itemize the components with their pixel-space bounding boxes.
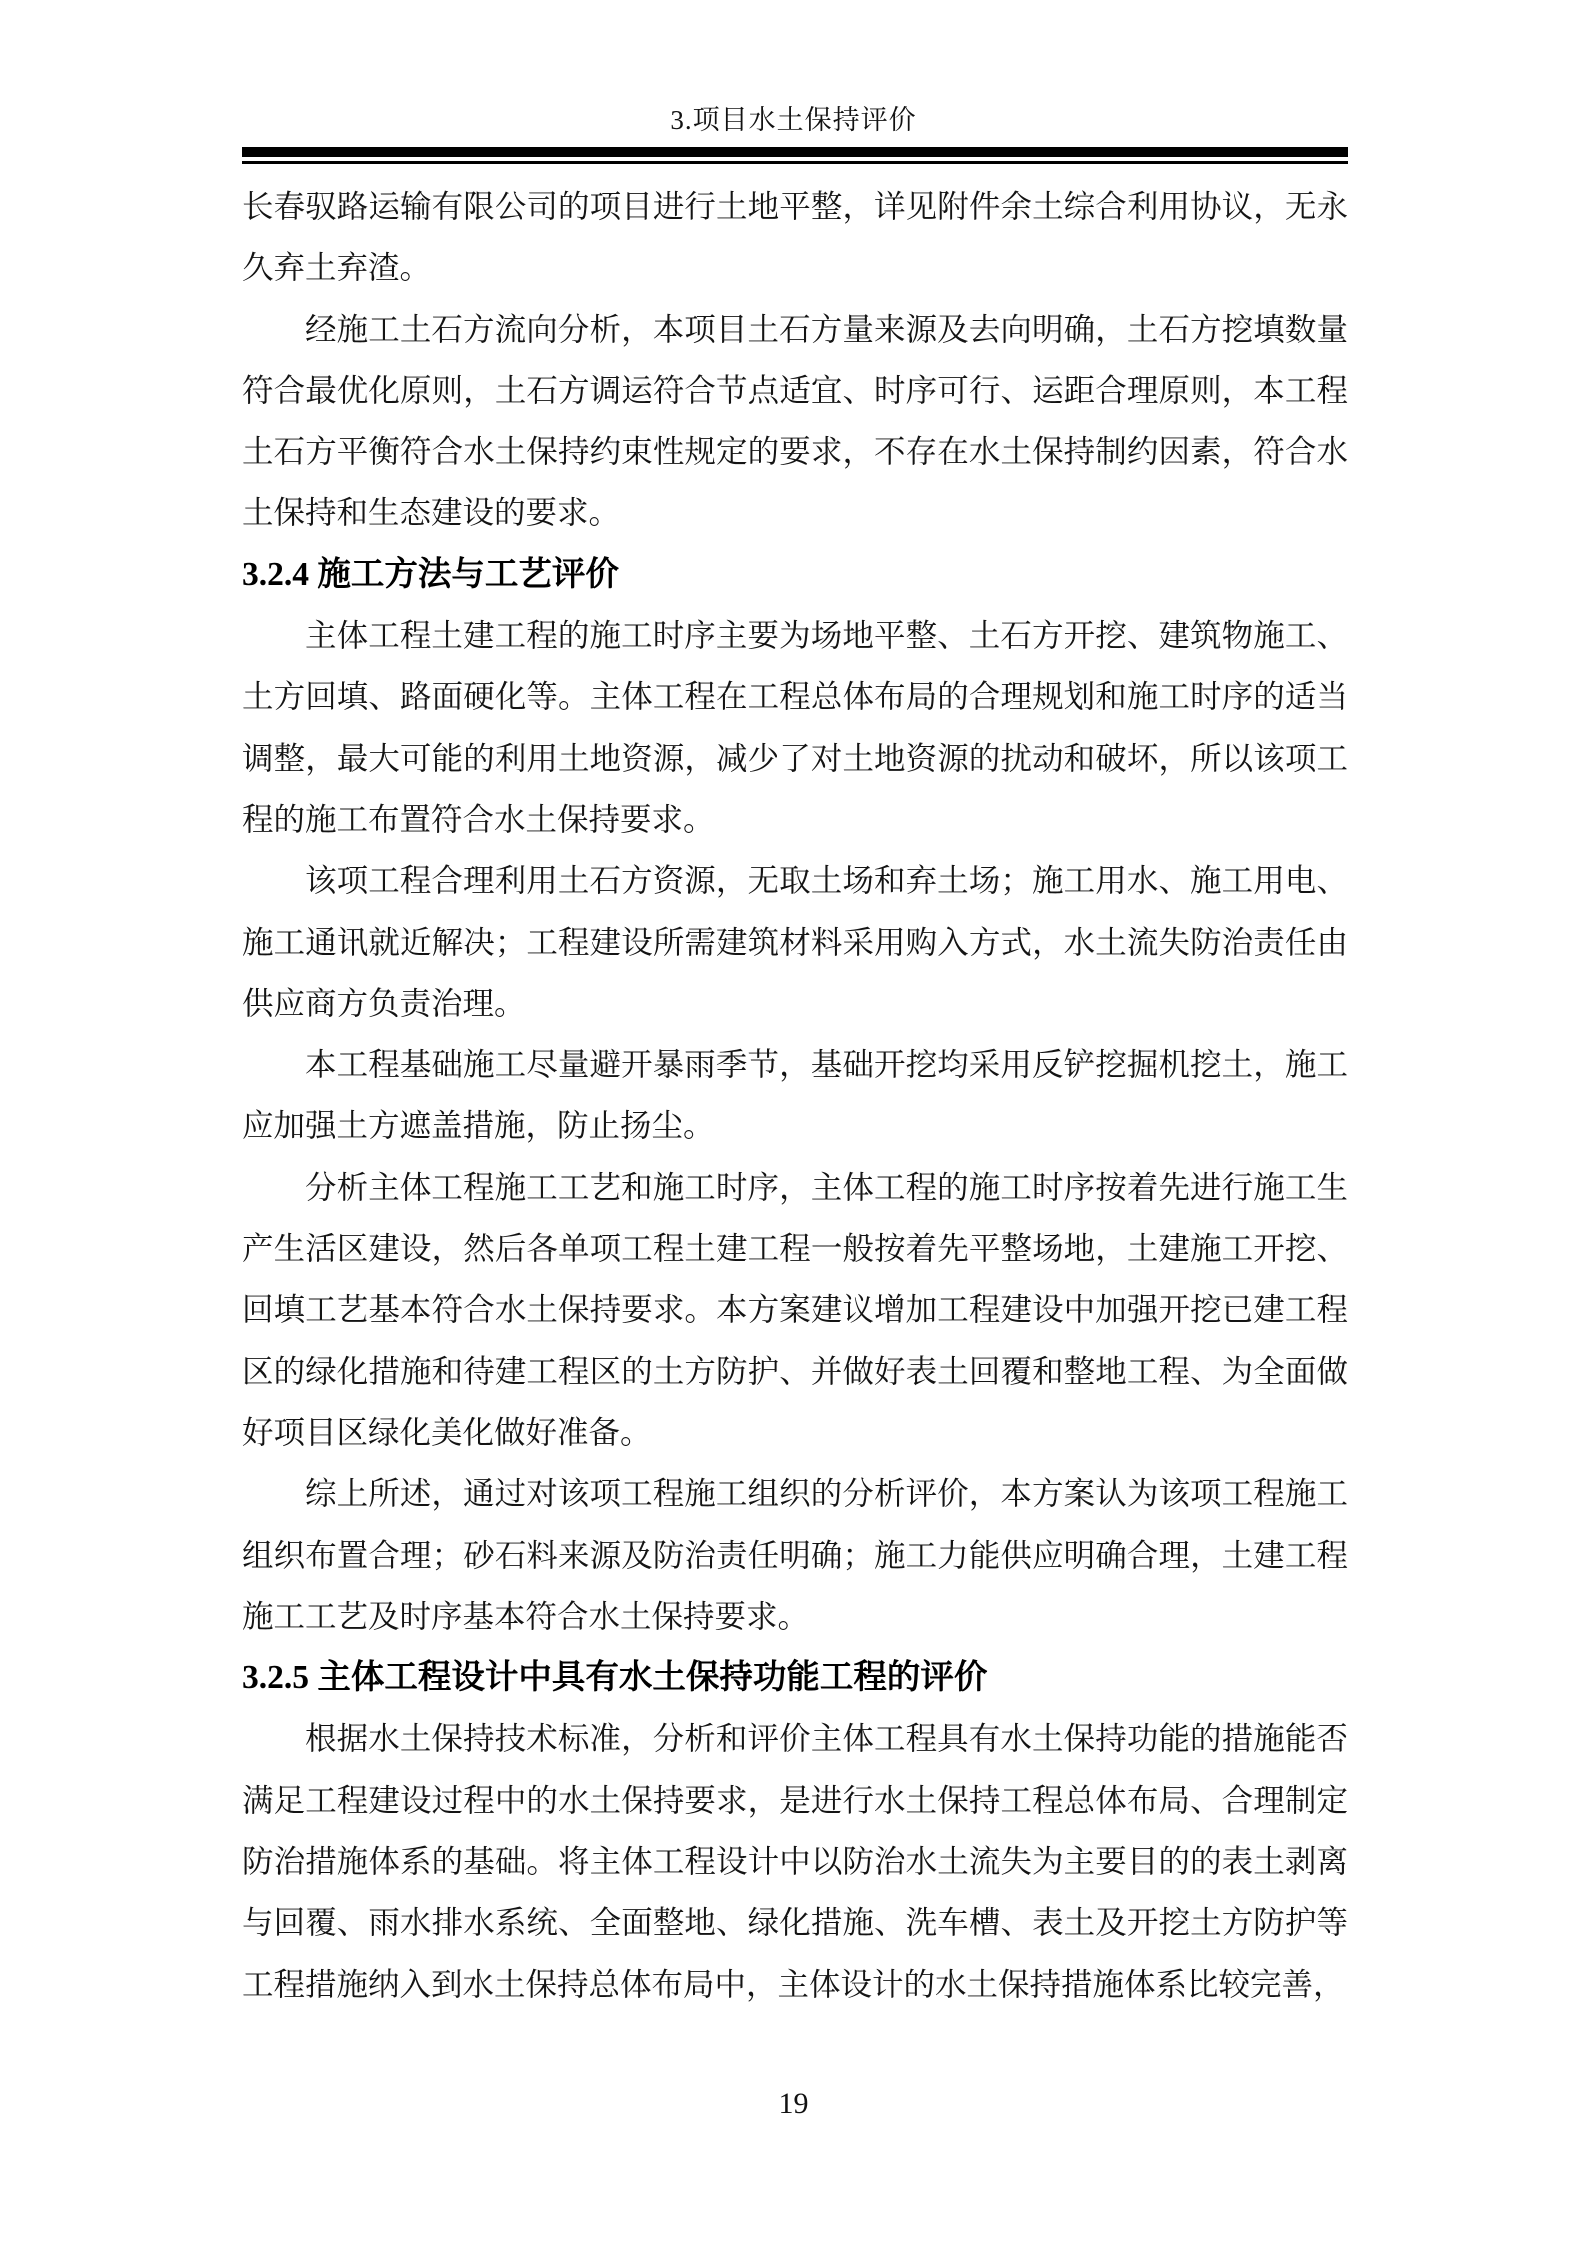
page-number: 19 — [778, 2087, 809, 2120]
document-body — [242, 176, 1348, 2015]
section-heading-3-2-4: 3.2.4 施工方法与工艺评价 — [242, 555, 619, 593]
paragraph: 本工程基础施工尽量避开暴雨季节，基础开挖均采用反铲挖掘机挖土，施工应加强土方遮盖措施，防止扬尘。 — [242, 1047, 1348, 1144]
paragraph-continuation: 长春驭路运输有限公司的项目进行土地平整，详见附件余土综合利用协议，无永久弃土弃渣。 — [242, 189, 1348, 286]
paragraph: 主体工程土建工程的施工时序主要为场地平整、土石方开挖、建筑物施工、土方回填、路面硬化等。主体工程在工程总体布局的合理规划和施工时序的适当调整，最大可能的利用土地资源，减少了对土地资源的扰动和破坏，所以该项工程的施工布置符合水土保持要求。 — [242, 618, 1348, 837]
header-rule-thick — [242, 147, 1348, 157]
paragraph: 该项工程合理利用土石方资源，无取土场和弃土场；施工用水、施工用电、施工通讯就近解决；工程建设所需建筑材料采用购入方式，水土流失防治责任由供应商方负责治理。 — [242, 863, 1348, 1021]
page-header-title: 3.项目水土保持评价 — [670, 105, 917, 135]
paragraph: 综上所述，通过对该项工程施工组织的分析评价，本方案认为该项工程施工组织布置合理；砂石料来源及防治责任明确；施工力能供应明确合理，土建工程施工工艺及时序基本符合水土保持要求。 — [242, 1476, 1348, 1634]
paragraph: 分析主体工程施工工艺和施工时序，主体工程的施工时序按着先进行施工生产生活区建设，然后各单项工程土建工程一般按着先平整场地，土建施工开挖、回填工艺基本符合水土保持要求。本方案建议增加工程建设中加强开挖已建工程区的绿化措施和待建工程区的土方防护、并做好表土回覆和整地工程、为全面做好项目区绿化美化做好准备。 — [242, 1169, 1348, 1450]
header-rule-thin — [242, 161, 1348, 164]
section-heading-3-2-5: 3.2.5 主体工程设计中具有水土保持功能工程的评价 — [242, 1659, 988, 1697]
paragraph: 经施工土石方流向分析，本项目土石方量来源及去向明确，土石方挖填数量符合最优化原则，土石方调运符合节点适宜、时序可行、运距合理原则，本工程土石方平衡符合水土保持约束性规定的要求，不存在水土保持制约因素，符合水土保持和生态建设的要求。 — [242, 311, 1348, 531]
paragraph: 根据水土保持技术标准，分析和评价主体工程具有水土保持功能的措施能否满足工程建设过程中的水土保持要求，是进行水土保持工程总体布局、合理制定防治措施体系的基础。将主体工程设计中以防治水土流失为主要目的的表土剥离与回覆、雨水排水系统、全面整地、绿化措施、洗车槽、表土及开挖土方防护等工程措施纳入到水土保持总体布局中，主体设计的水土保持措施体系比较完善， — [242, 1721, 1348, 2002]
